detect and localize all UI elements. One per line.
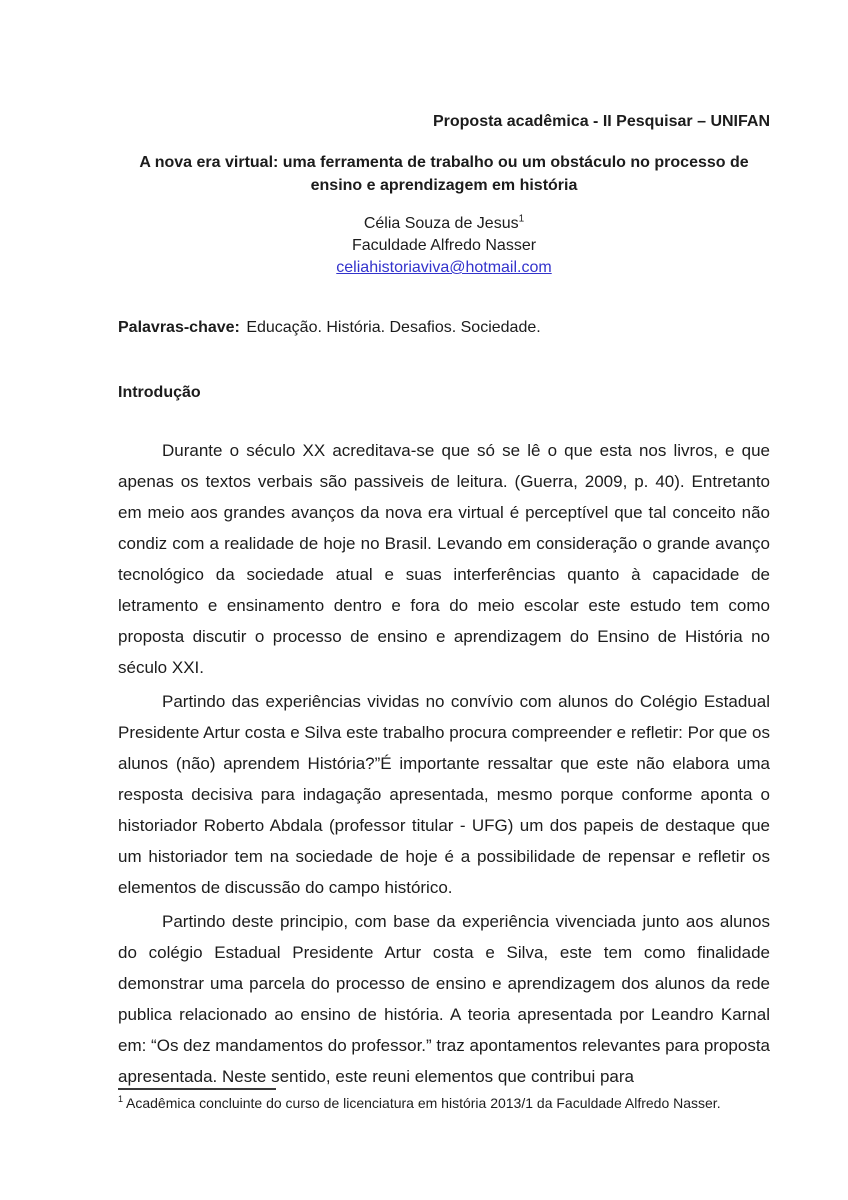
footnote-mark: 1 (118, 1094, 124, 1105)
paragraph-1: Durante o século XX acreditava-se que só se lê o que esta nos livros, e que apenas os textos verbais são passiveis de leitura. (Guerra, 2009, p. 40). Entretanto em meio aos grandes avanços da nova era virtual é perceptível que tal conceito não condiz com a realidade de hoje no Brasil. Levando em consideração o grande avanço tecnológico da sociedade atual e suas interferências quanto à capacidade de letramento e ensinamento dentro e fora do meio escolar este estudo tem como proposta discutir o processo de ensino e aprendizagem do Ensino de História no século XXI. (118, 441, 770, 677)
keywords-value: Educação. História. Desafios. Sociedade. (246, 319, 541, 336)
keywords-line (118, 318, 770, 337)
section-heading-introducao: Introdução (118, 384, 201, 401)
paragraph-2: Partindo das experiências vividas no convívio com alunos do Colégio Estadual Presidente Artur costa e Silva este trabalho procura compreender e refletir: Por que os alunos (não) aprendem História?”É importante ressaltar que este não elabora uma resposta decisiva para indagação apresentada, mesmo porque conforme aponta o historiador Roberto Abdala (professor titular - UFG) um dos papeis de destaque que um historiador tem na sociedade de hoje é a possibilidade de repensar e refletir os elementos de discussão do campo histórico. (118, 692, 770, 897)
footnote-text-line (118, 1094, 770, 1112)
author-email-line (118, 257, 770, 279)
keywords-label: Palavras-chave: (118, 319, 240, 336)
footnote-text: Acadêmica concluinte do curso de licenciatura em história 2013/1 da Faculdade Alfredo Nasser. (126, 1095, 721, 1111)
footnote-area (118, 1088, 770, 1112)
document-title: A nova era virtual: uma ferramenta de trabalho ou um obstáculo no processo de ensino e aprendizagem em história (139, 154, 749, 194)
author-block (118, 213, 770, 279)
paragraph-3: Partindo deste principio, com base da experiência vivenciada junto aos alunos do colégio Estadual Presidente Artur costa e Silva, este tem como finalidade demonstrar uma parcela do processo de ensino e aprendizagem dos alunos da rede publica relacionado ao ensino de história. A teoria apresentada por Leandro Karnal em: “Os dez mandamentos do professor.” traz apontamentos relevantes para proposta apresentada. Neste sentido, este reuni elementos que contribui para (118, 912, 771, 1086)
author-name-line (118, 213, 770, 235)
body-text (118, 435, 770, 1092)
footnote-separator (118, 1088, 276, 1090)
author-affiliation: Faculdade Alfredo Nasser (351, 237, 537, 254)
author-footnote-mark: 1 (518, 213, 525, 225)
author-name: Célia Souza de Jesus (363, 215, 519, 232)
document-header: Proposta acadêmica - II Pesquisar – UNIFAN (432, 113, 770, 130)
email-link[interactable]: celiahistoriaviva@hotmail.com (336, 259, 552, 276)
